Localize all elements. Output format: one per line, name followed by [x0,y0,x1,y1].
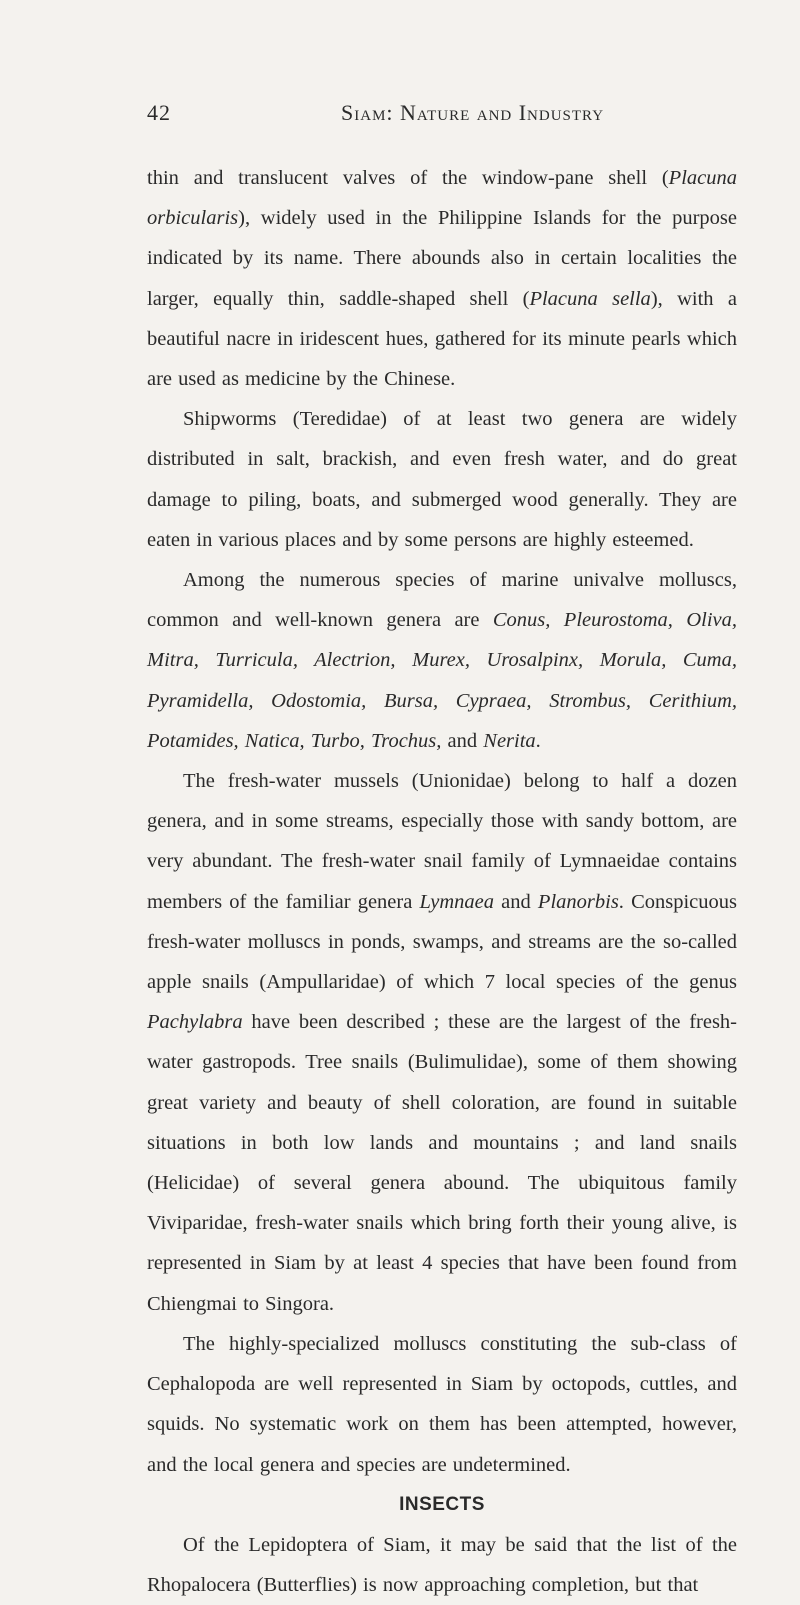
paragraph [147,560,737,761]
italic-run: Nerita [483,729,536,752]
text-run: ), with a beautiful nacre in iridescent hues, gathered for its minute pearls which are used as medicine by the Chinese. [147,287,737,391]
body-text [147,158,737,1605]
page-number: 42 [147,100,171,125]
paragraph: Of the Lepidoptera of Siam, it may be said that the list of the Rhopalocera (Butterflies) is now approaching completion, but that [147,1533,737,1597]
running-head: Siam: Nature and Industry [341,100,605,125]
text-run: have been described ; these are the largest of the fresh-water gastropods. Tree snails (Bulimulidae), some of them showing great variety and beauty of shell coloration, are found in suitable situations in both low lands and mountains ; and land snails (Helicidae) of several genera abound. The ubiquitous family Viviparidae, fresh-water snails which bring forth their young alive, is represented in Siam by at least 4 species that have been found from Chiengmai to Singora. [147,1011,737,1315]
paragraph: The highly-specialized molluscs constituting the sub-class of Cephalopoda are well represented in Siam by octopods, cuttles, and squids. No systematic work on them has been attempted, however, and the local genera and species are undetermined. [147,1332,737,1476]
italic-run: Planorbis [537,890,619,913]
italic-run: Lymnaea [419,890,495,913]
text-run: and [494,890,538,913]
italic-run: Conus, Pleurostoma, Oliva, Mitra, Turricula, Alectrion, Murex, Urosalpinx, Morula, Cuma, Pyramidella, Odostomia, Bursa, Cypraea, Strombus, Cerithium, Potamides, Natica, Turbo, Trochus, [147,609,737,752]
text-run: . Conspicuous fresh-water molluscs in ponds, swamps, and streams are the so-called apple snails (Ampullaridae) of which 7 local species of the genus [147,890,737,994]
text-run: Among the numerous species of marine univalve molluscs, common and well-known genera are [147,569,737,632]
italic-run: Placuna sella [529,287,651,310]
italic-run: Pachylabra [147,1011,243,1034]
italic-run: Placuna orbicularis [147,167,737,230]
paragraph: Shipworms (Teredidae) of at least two genera are widely distributed in salt, brackish, and even fresh water, and do great damage to piling, boats, and submerged wood generally. They are eaten in various places and by some persons are highly esteemed. [147,408,737,551]
text-run: and [441,729,484,752]
paragraph [147,158,737,399]
paragraph [147,761,737,1324]
text-run: The fresh-water mussels (Unionidae) belong to half a dozen genera, and in some streams, especially those with sandy bottom, are very abundant. The fresh-water snail family of Lymnaeidae contains members of the familiar genera [147,770,737,913]
text-run: thin and translucent valves of the window-pane shell ( [147,167,669,189]
section-heading: INSECTS [399,1493,485,1515]
text-run: ), widely used in the Philippine Islands for the purpose indicated by its name. There abounds also in certain localities the larger, equally thin, saddle-shaped shell ( [147,207,737,310]
text-run: . [535,729,541,752]
